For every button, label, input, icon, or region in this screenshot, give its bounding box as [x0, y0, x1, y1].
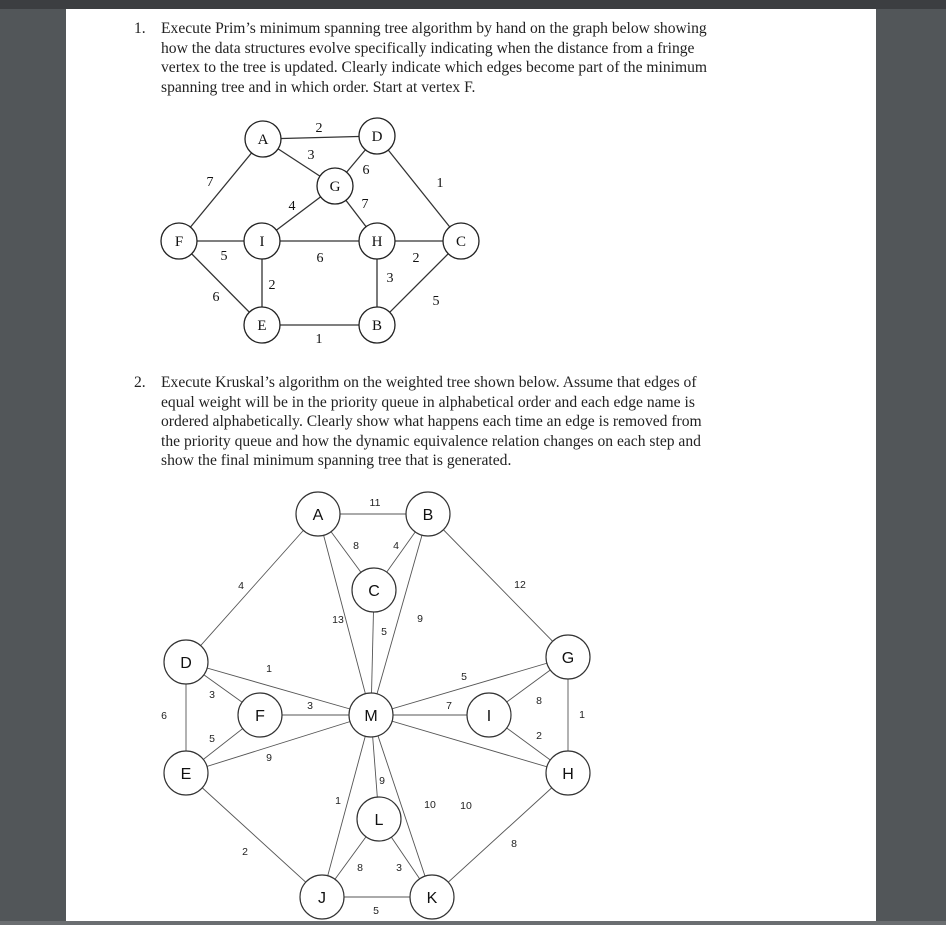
edge-weight-G-H: 7 [361, 197, 369, 212]
edge-E-J [186, 773, 322, 897]
question-2-text: Execute Kruskal’s algorithm on the weighted tree shown below. Assume that edges of equal weight will be in the priority queue in alphabetical order and each edge name is ordered alphabetically. Clearly show what happens each time an edge is removed from the priority queue and how the dynamic equivalence relation changes on each step and show the final minimum spanning tree that is generated. [161, 374, 702, 469]
vertex-label: A [257, 132, 269, 148]
vertex-label: C [455, 234, 467, 250]
edge-weight-C-B: 5 [432, 294, 440, 309]
edge-weight-F-I: 5 [220, 249, 228, 264]
question-1-text: Execute Prim’s minimum spanning tree algorithm by hand on the graph below showing how the data structures evolve specifically indicating when the distance from a fringe vertex to the tree is updated. Clearly indicate which edges become part of the minimum spanning tree and in which order. Start at vertex F. [161, 20, 708, 96]
edge-B-G [428, 514, 568, 657]
edge-weight-A-F: 7 [206, 175, 214, 190]
vertex-label: E [180, 766, 192, 783]
edge-weight-A-B: 11 [369, 497, 381, 509]
vertex-label: D [371, 129, 383, 145]
edge-weight-J-K: 5 [373, 905, 379, 917]
edge-weight-D-F: 3 [209, 689, 215, 701]
vertex-label: J [318, 890, 326, 907]
vertex-C [352, 568, 396, 612]
edge-weight-L-J: 8 [357, 862, 363, 874]
question-1-number: 1. [134, 20, 146, 37]
edge-A-D [186, 514, 318, 662]
vertex-label: I [259, 234, 265, 250]
vertex-label: H [562, 766, 574, 783]
edge-H-K [432, 773, 568, 897]
vertex-A [296, 492, 340, 536]
page-bottom-strip [0, 921, 946, 925]
edge-weight-D-M: 1 [266, 663, 272, 675]
vertex-label: G [561, 650, 575, 667]
edge-weight-H-I: 2 [536, 730, 542, 742]
vertex-label: C [368, 583, 380, 600]
vertex-label: B [422, 507, 434, 524]
vertex-G [546, 635, 590, 679]
edge-weight-A-C: 8 [353, 540, 359, 552]
edge-weight-M-J: 1 [335, 795, 341, 807]
edge-weight-H-B: 3 [386, 271, 394, 286]
vertex-label: G [329, 179, 341, 195]
edge-weight-D-G: 6 [362, 163, 370, 178]
question-2-number: 2. [134, 374, 146, 391]
edge-weight-L-K: 3 [396, 862, 402, 874]
edge-weight-E-F: 5 [209, 733, 215, 745]
vertex-label: H [371, 234, 383, 250]
edge-weight-I-E: 2 [268, 278, 276, 293]
edge-weight-B-M: 9 [417, 613, 423, 625]
vertex-label: A [312, 507, 324, 524]
edge-weight-H-C: 2 [412, 251, 420, 266]
vertex-H [546, 751, 590, 795]
vertex-label: K [426, 890, 438, 907]
vertex-L [357, 797, 401, 841]
edge-weight-F-E: 6 [212, 290, 220, 305]
edge-weight-A-D: 2 [315, 121, 323, 136]
edge-weight-C-M: 5 [381, 626, 387, 638]
vertex-E [164, 751, 208, 795]
vertex-D [164, 640, 208, 684]
vertex-label: B [371, 318, 383, 334]
edge-weight-B-G: 12 [514, 579, 526, 591]
edge-weight-D-E: 6 [161, 710, 167, 722]
edge-weight-E-B: 1 [315, 332, 323, 347]
vertex-label: F [255, 708, 265, 725]
vertex-label: M [364, 708, 378, 725]
edge-weight-E-J: 2 [242, 846, 248, 858]
kruskal-graph [66, 9, 876, 921]
vertex-J [300, 875, 344, 919]
edge-weight-A-G: 3 [307, 148, 315, 163]
edge-weight-D-C: 1 [436, 176, 444, 191]
edge-weight-I-M: 7 [446, 700, 452, 712]
edge-weight-A-M: 13 [332, 614, 344, 626]
edge-weight-G-I: 8 [536, 695, 542, 707]
edge-weight-I-H: 6 [316, 251, 324, 266]
vertex-I [467, 693, 511, 737]
edge-weight-B-C: 4 [393, 540, 399, 552]
edge-weight-G-M: 5 [461, 671, 467, 683]
edge-weight-F-M: 3 [307, 700, 313, 712]
edge-weight-E-M: 9 [266, 752, 272, 764]
vertex-K [410, 875, 454, 919]
edge-weight-H-M: 10 [460, 800, 472, 812]
vertex-label: E [257, 318, 267, 334]
vertex-F [238, 693, 282, 737]
edge-weight-G-H: 1 [579, 709, 585, 721]
vertex-label: F [174, 234, 184, 250]
edge-A-M [318, 514, 371, 715]
vertex-label: L [374, 812, 384, 829]
edge-weight-H-K: 8 [511, 838, 517, 850]
edge-weight-G-I: 4 [288, 199, 296, 214]
vertex-M [349, 693, 393, 737]
document-page [66, 9, 876, 921]
edge-weight-M-L: 9 [379, 775, 385, 787]
vertex-label: I [486, 708, 492, 725]
viewer-toolbar [0, 0, 946, 9]
edge-weight-M-K: 10 [424, 799, 436, 811]
edge-weight-A-D: 4 [238, 580, 244, 592]
vertex-label: D [180, 655, 192, 672]
vertex-B [406, 492, 450, 536]
